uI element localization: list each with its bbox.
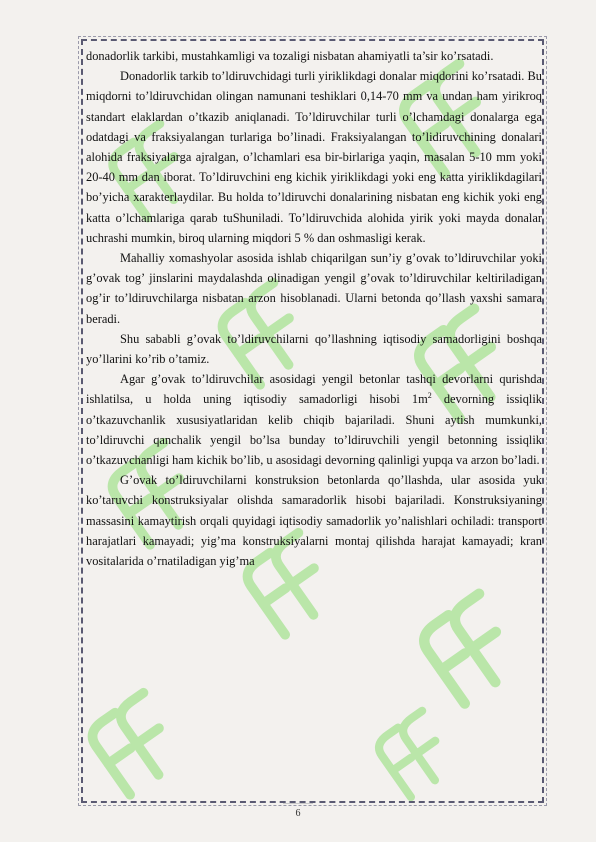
paragraph-2: Donadorlik tarkib to’ldiruvchidagi turli yiriklikdagi donalar miqdorini ko’rsatadi. Bu miqdorni to’ldiruvchidan olingan namunani teshiklari 0,14-70 mm va undan ham yirikroq standart elaklardan o’tkazib aniqlanadi. To’ldiruvchilar turli o’lchamdagi donalarga ega odatdagi va fraksiyalangan turlariga bo’linadi. Fraksiyalangan to’lidiruvchining donalari alohida fraksiyalarga ajralgan, o’lchamlari esa bir-birlariga yaqin, masalan 5-10 mm yoki 20-40 mm dan iborat. To’ldiruvchini eng kichik yiriklikdagi yoki eng katta yiriklikdagilari bo’yicha xarakterlaydilar. Bu holda to’ldiruvchi donalarining nisbatan eng kichik yoki eng katta o’lchamlariga qarab tuShuniladi. To’ldiruvchida alohida yirik yoki mayda donalar uchrashi mumkin, biroq ularning miqdori 5 % dan oshmasligi kerak.: [86, 69, 542, 245]
page-number: 6: [295, 808, 301, 819]
paragraph-5: [86, 369, 542, 470]
paragraph-6: G’ovak to’ldiruvchilarni konstruksion betonlarda qo’llashda, ular asosida yuk ko’taruvchi konstruksiyalar olishda samaradorlik hisobi bajariladi. Konstruksiyaning massasini kamaytirish orqali quyidagi iqtisodiy samadorlik yo’nalishlari ochiladi: transport harajatlari kamayadi; yig’ma konstruksiyalarni montaj qilishda harajat kamayadi; kran vositalarida o’rnatiladigan yig’ma: [86, 473, 542, 569]
paragraph-3: Mahalliy xomashyolar asosida ishlab chiqarilgan sun’iy g’ovak to’ldiruvchilar yoki g’ovak tog’ jinslarini maydalashda olinadigan yengil g’ovak to’ldiruvchilar keltiriladigan og’ir to’ldiruvchilarga nisbatan arzon hisoblanadi. Ularni betonda qo’llash yaxshi samara beradi.: [86, 251, 542, 326]
paragraph-5-text-b: devorning issiqlik o’tkazuvchanlik xususiyatlaridan kelib chiqib bajariladi. Shuni aytish mumkunki, to’ldiruvchi qanchalik yengil bo’lsa bunday to’ldiruvchili yengil betonning issiqlik o’tkazuvchanligi ham kichik bo’lib, u asosidagi devorning qalinligi yupqa va arzon bo’ladi.: [86, 392, 542, 468]
body-text: [86, 46, 542, 571]
paragraph-1: donadorlik tarkibi, mustahkamligi va tozaligi nisbatan ahamiyatli ta’sir ko’rsatadi.: [86, 49, 494, 63]
paragraph-4: Shu sababli g’ovak to’ldiruvchilarni qo’llashning iqtisodiy samadorligini boshqa yo’llarini ko’rib o’tamiz.: [86, 331, 542, 367]
paragraph-5-text-a: Agar g’ovak to’ldiruvchilar asosidagi yengil betonlar tashqi devorlarni qurishda ishlatilsa, u holda uning iqtisodiy samadorligi hisobi 1m: [86, 372, 542, 407]
page-number-divider: [283, 803, 313, 804]
superscript: 2: [427, 391, 432, 401]
